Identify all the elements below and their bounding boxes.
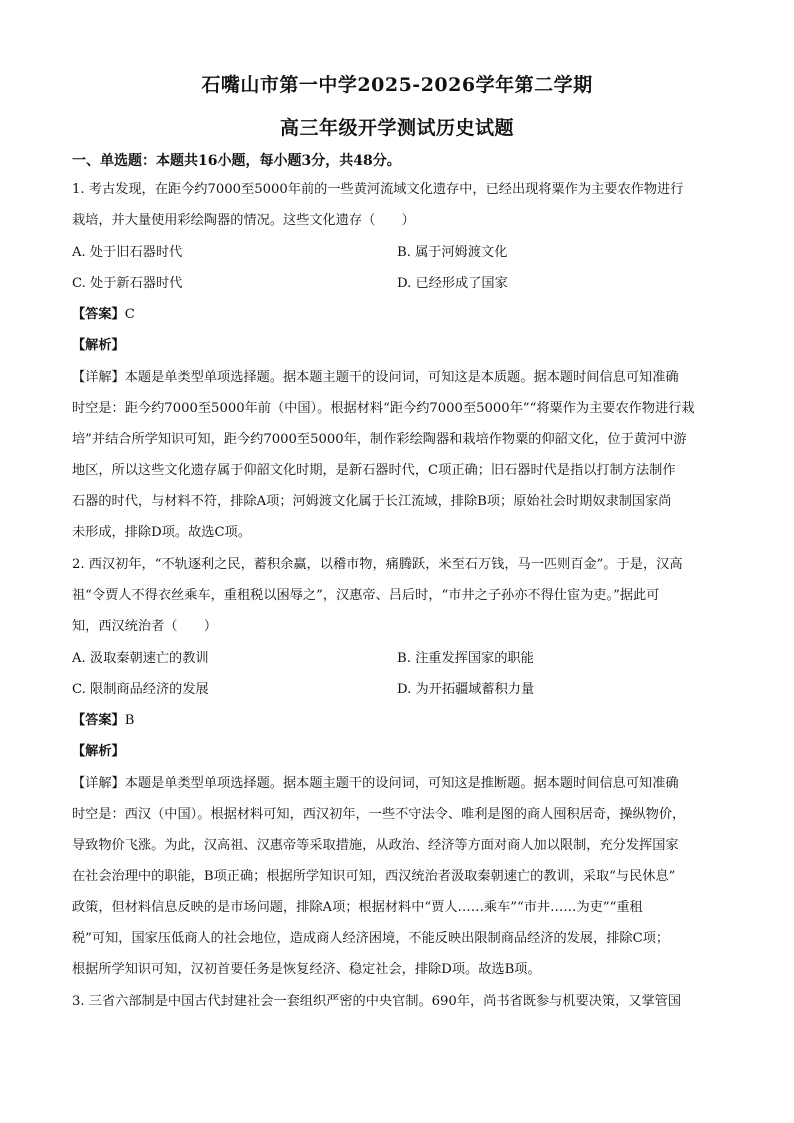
q2-option-d: D. 为开拓疆域蓄积力量: [397, 682, 535, 697]
q2-detail-line-4: 在社会治理中的职能，B项正确；根据所学知识可知，西汉统治者汲取秦朝速亡的教训，采取“与民休息”: [72, 869, 676, 884]
q1-detail-line-4: 地区，所以这些文化遗存属于仰韶文化时期，是新石器时代，C项正确；旧石器时代是指以打制方法制作: [72, 463, 676, 478]
section-heading: 一、单选题：本题共16小题，每小题3分，共48分。: [72, 153, 401, 169]
exam-title: 石嘴山市第一中学2025-2026学年第二学期: [201, 74, 593, 96]
q1-option-a: A. 处于旧石器时代: [72, 245, 183, 260]
q2-stem-line-3: 知，西汉统治者（ ）: [72, 619, 218, 634]
q2-answer-tag: 【答案】: [72, 713, 125, 728]
q1-answer-tag: 【答案】: [72, 307, 125, 322]
q2-answer-row: [72, 711, 134, 731]
q2-detail-line-7: 根据所学知识可知，汉初首要任务是恢复经济、稳定社会，排除D项。故选B项。: [72, 962, 541, 977]
q1-detail-line-1: 【详解】本题是单类型单项选择题。据本题主题干的设问词，可知这是本质题。据本题时间信息可知准确: [72, 370, 679, 385]
q1-detail-line-6: 未形成，排除D项。故选C项。: [72, 525, 251, 540]
q1-analysis-tag: 【解析】: [72, 338, 125, 353]
q1-stem-line-2: 栽培，并大量使用彩绘陶器的情况。这些文化遗存（ ）: [72, 213, 415, 228]
q2-detail-line-3: 导致物价飞涨。为此，汉高祖、汉惠帝等采取措施，从政治、经济等方面对商人加以限制，充分发挥国家: [72, 838, 679, 853]
q1-option-b: B. 属于河姆渡文化: [397, 245, 508, 260]
q1-option-c: C. 处于新石器时代: [72, 276, 183, 291]
q2-option-a: A. 汲取秦朝速亡的教训: [72, 651, 209, 666]
exam-subtitle: 高三年级开学测试历史试题: [279, 117, 514, 139]
q2-detail-line-2: 时空是：西汉（中国）。根据材料可知，西汉初年，一些不守法令、唯利是图的商人囤积居奇，操纵物价，: [72, 807, 686, 822]
q2-option-b: B. 注重发挥国家的职能: [397, 651, 534, 666]
q2-option-c: C. 限制商品经济的发展: [72, 682, 209, 697]
q2-detail-line-1: 【详解】本题是单类型单项选择题。据本题主题干的设问词，可知这是推断题。据本题时间信息可知准确: [72, 776, 679, 791]
q1-detail-line-2: 时空是：距今约7000至5000年前（中国）。根据材料“距今约7000至5000年”“将粟作为主要农作物进行栽: [72, 401, 695, 416]
q2-detail-line-6: 税”可知，国家压低商人的社会地位，造成商人经济困境，不能反映出限制商品经济的发展，排除C项；: [72, 931, 670, 946]
q2-detail-line-5: 政策，但材料信息反映的是市场问题，排除A项；根据材料中“贾人……乘车”“市井……为吏”“重租: [72, 900, 643, 915]
q2-stem-line-1: 2. 西汉初年，“不轨逐利之民，蓄积余赢，以稽市物，痛腾跃，米至石万钱，马一匹则百金”。于是，汉高: [72, 557, 683, 572]
q2-analysis-tag: 【解析】: [72, 744, 125, 759]
q1-answer-row: [72, 305, 135, 325]
q1-answer-value: C: [124, 307, 135, 322]
q3-stem-line-1: 3. 三省六部制是中国古代封建社会一套组织严密的中央官制。690年，尚书省既参与机要决策，又掌管国: [72, 994, 682, 1009]
q1-option-d: D. 已经形成了国家: [397, 276, 508, 291]
q2-answer-value: B: [124, 713, 135, 728]
q1-detail-line-3: 培”并结合所学知识可知，距今约7000至5000年，制作彩绘陶器和栽培作物粟的仰韶文化，位于黄河中游: [72, 432, 687, 447]
q1-stem-line-1: 1. 考古发现，在距今约7000至5000年前的一些黄河流域文化遗存中，已经出现将粟作为主要农作物进行: [72, 182, 684, 197]
q1-detail-line-5: 石器的时代，与材料不符，排除A项；河姆渡文化属于长江流域，排除B项；原始社会时期奴隶制国家尚: [72, 494, 672, 509]
q2-stem-line-2: 祖“令贾人不得衣丝乘车，重租税以困辱之”，汉惠帝、吕后时，“市井之子孙亦不得仕宦为吏。”据此可: [72, 588, 660, 603]
